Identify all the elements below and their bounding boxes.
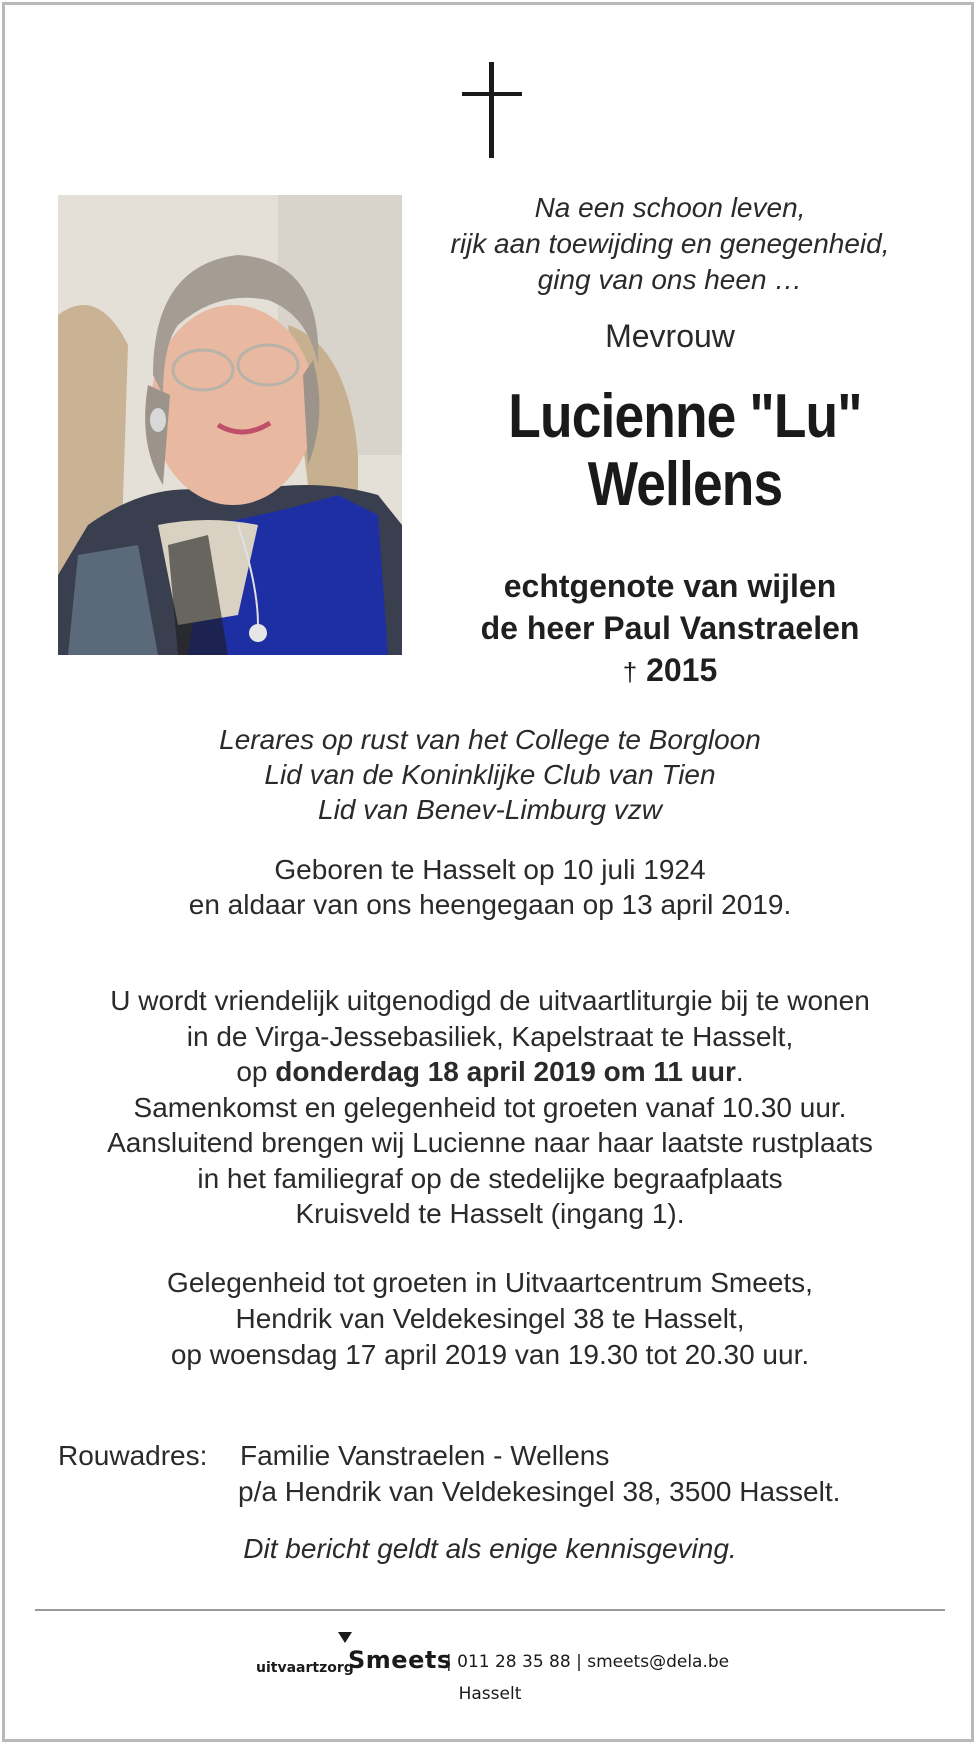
roles-list xyxy=(60,722,920,827)
role-line: Lid van Benev-Limburg vzw xyxy=(318,794,662,825)
funeral-date-line xyxy=(50,1054,930,1090)
spouse-death-year-line xyxy=(420,649,920,693)
funeral-line: Samenkomst en gelegenheid tot groeten vanaf 10.30 uur. xyxy=(133,1091,847,1123)
visitation-line: Hendrik van Veldekesingel 38 te Hasselt, xyxy=(235,1303,745,1334)
mourning-family: Familie Vanstraelen - Wellens xyxy=(240,1440,610,1471)
dagger-icon: † xyxy=(622,657,638,687)
name-line: Lucienne "Lu" xyxy=(508,382,862,451)
salutation: Mevrouw xyxy=(605,318,735,354)
mourning-street: p/a Hendrik van Veldekesingel 38, 3500 Hasselt. xyxy=(238,1476,841,1507)
funeral-date-suffix: . xyxy=(735,1056,744,1087)
spouse-info xyxy=(420,565,920,693)
cross-icon xyxy=(462,62,522,158)
notice-text: Dit bericht geldt als enige kennisgeving. xyxy=(243,1533,737,1564)
mourning-address-label: Rouwadres: xyxy=(58,1440,208,1471)
funeral-date-prefix: op xyxy=(236,1056,268,1087)
visitation-line: Gelegenheid tot groeten in Uitvaartcentrum Smeets, xyxy=(167,1267,813,1298)
funeral-line: Kruisveld te Hasselt (ingang 1). xyxy=(295,1198,685,1229)
contact-info: | 011 28 35 88 | smeets@dela.be xyxy=(446,1652,730,1672)
funeral-line: U wordt vriendelijk uitgenodigd de uitvaartliturgie bij te wonen xyxy=(110,985,870,1016)
intro-line: Na een schoon leven, xyxy=(534,192,806,223)
spouse-line: de heer Paul Vanstraelen xyxy=(480,610,860,646)
birth-death-info xyxy=(60,852,920,922)
divider xyxy=(35,1609,945,1611)
spouse-line: echtgenote van wijlen xyxy=(503,568,837,604)
role-line: Lerares op rust van het College te Borgloon xyxy=(219,724,761,755)
funeral-date: donderdag 18 april 2019 om 11 uur xyxy=(275,1056,736,1087)
visitation-line: op woensdag 17 april 2019 van 19.30 tot 20.30 uur. xyxy=(170,1339,810,1370)
funeral-line: Aansluitend brengen wij Lucienne naar haar laatste rustplaats xyxy=(107,1127,873,1158)
deceased-name xyxy=(457,383,913,519)
death-line: en aldaar van ons heengegaan op 13 april 2019. xyxy=(188,889,792,920)
birth-line: Geboren te Hasselt op 10 juli 1924 xyxy=(274,854,706,885)
intro-line: ging van ons heen … xyxy=(537,264,803,295)
name-line: Wellens xyxy=(587,450,783,519)
intro-text xyxy=(420,190,920,298)
intro-line: rijk aan toewijding en genegenheid, xyxy=(450,228,890,259)
mourning-address xyxy=(58,1438,840,1510)
portrait-photo xyxy=(58,195,402,655)
brand-triangle-icon xyxy=(338,1632,352,1643)
role-line: Lid van de Koninklijke Club van Tien xyxy=(264,759,716,790)
visitation-info xyxy=(60,1265,920,1373)
funeral-line: in de Virga-Jessebasiliek, Kapelstraat te Hasselt, xyxy=(186,1020,794,1052)
brand-name: Smeets xyxy=(348,1646,452,1674)
funeral-line: in het familiegraf op de stedelijke begraafplaats xyxy=(197,1162,783,1194)
funeral-invitation xyxy=(50,983,930,1232)
death-year: 2015 xyxy=(646,652,718,688)
footer-city: Hasselt xyxy=(458,1684,522,1704)
brand-prefix: uitvaartzorg xyxy=(256,1660,354,1676)
